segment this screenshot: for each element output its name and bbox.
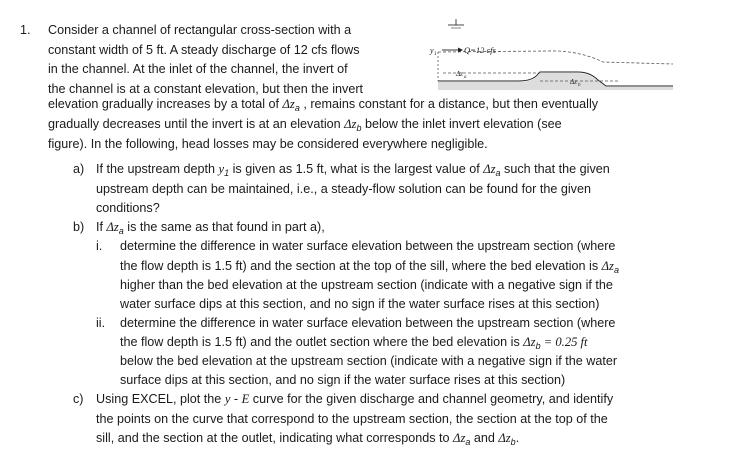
part-b-i-line-1: determine the difference in water surface elevation between the upstream section (where [120, 239, 616, 253]
sub-b: b [510, 437, 516, 447]
part-a-line-3: conditions? [96, 201, 160, 215]
part-c-text-2: curve for the given discharge and channel geometry, and identify [249, 392, 614, 406]
part-a-text-2: is given as 1.5 ft, what is the largest value of [229, 162, 484, 176]
part-a-text: If the upstream depth [96, 162, 219, 176]
dz-symbol: Δz [282, 97, 295, 111]
part-b-text: If [96, 220, 107, 234]
dzb-sub: b [578, 83, 581, 88]
y-symbol: y [218, 162, 225, 176]
dza-label: Δz [456, 70, 463, 78]
sub-1: 1 [224, 168, 230, 178]
intro-line-5 [48, 96, 598, 117]
part-b-label: b) [73, 220, 85, 234]
dza-sub: a [464, 75, 467, 80]
part-b-i-text: the flow depth is 1.5 ft) and the section at the top of the sill, where the bed elevation is [120, 259, 602, 273]
E-symbol: E [241, 392, 250, 406]
intro-line-4: the channel is at a constant elevation, but then the invert [48, 82, 364, 96]
intro-line-1: Consider a channel of rectangular cross-section with a [48, 23, 352, 37]
part-b-ii-line-1: determine the difference in water surface elevation between the upstream section (where [120, 316, 616, 330]
part-a-text-3: such that the given [500, 162, 610, 176]
dz-symbol: Δz [523, 335, 536, 349]
intro-line-6-rest: below the inlet invert elevation (see [361, 117, 562, 131]
q-label: Q=12 cfs [464, 45, 496, 55]
part-b-i-line-3: higher than the bed elevation at the upstream section (indicate with a negative sign if the [120, 278, 613, 292]
part-c-label: c) [73, 392, 84, 406]
sub-b: b [535, 341, 541, 351]
dzb-label: Δz [570, 78, 577, 86]
sub-a: a [613, 265, 619, 275]
part-b-ii-label: ii. [96, 316, 106, 330]
dzb-value: = 0.25 ft [540, 335, 588, 349]
part-b-text-2: is the same as that found in part a), [123, 220, 325, 234]
dz-symbol: Δz [498, 431, 511, 445]
part-b-i-line-4: water surface dips at this section, and no sign if the water surface rises at this section) [120, 297, 600, 311]
channel-figure [428, 14, 673, 92]
y-symbol: y [224, 392, 231, 406]
part-b-line-1 [96, 219, 325, 240]
dz-symbol: Δz [483, 162, 496, 176]
part-c-period: . [515, 431, 520, 445]
intro-line-5-rest: , remains constant for a distance, but then eventually [299, 97, 599, 111]
problem-number: 1. [20, 23, 31, 37]
y1-sub: 1 [434, 51, 437, 57]
intro-line-5-text: elevation gradually increases by a total of [48, 97, 283, 111]
intro-line-7: figure). In the following, head losses may be considered everywhere negligible. [48, 137, 488, 151]
part-a-line-1 [96, 161, 610, 182]
part-b-ii-line-2 [120, 334, 588, 355]
part-c-line-2: the points on the curve that correspond to the upstream section, the section at the top of the [96, 412, 608, 426]
water-surface-marker-icon [448, 19, 464, 28]
part-a-label: a) [73, 162, 85, 176]
sub-a: a [465, 437, 471, 447]
dz-symbol: Δz [453, 431, 466, 445]
intro-line-3: in the channel. At the inlet of the channel, the invert of [48, 62, 348, 76]
part-b-ii-line-4: surface dips at this section, and no sign if the water surface rises at this section) [120, 373, 566, 387]
y1-label: y [430, 46, 434, 55]
sub-b: b [356, 123, 362, 133]
part-c-line-1 [96, 391, 613, 408]
sub-a: a [118, 226, 124, 236]
part-c-dash: - [230, 392, 242, 406]
dz-symbol: Δz [344, 117, 357, 131]
sub-a: a [495, 168, 501, 178]
intro-line-6 [48, 116, 562, 137]
part-b-i-line-2 [120, 258, 619, 279]
part-c-and: and [470, 431, 499, 445]
part-c-line-3 [96, 430, 519, 451]
part-b-ii-text: the flow depth is 1.5 ft) and the outlet section where the bed elevation is [120, 335, 524, 349]
intro-line-6-text: gradually decreases until the invert is at an elevation [48, 117, 345, 131]
part-b-ii-line-3: below the bed elevation at the upstream section (indicate with a negative sign if the water [120, 354, 618, 368]
part-c-text: Using EXCEL, plot the [96, 392, 225, 406]
intro-line-2: constant width of 5 ft. A steady discharge of 12 cfs flows [48, 43, 360, 57]
part-c-text-3: sill, and the section at the outlet, indicating what corresponds to [96, 431, 454, 445]
dz-symbol: Δz [601, 259, 614, 273]
part-b-i-label: i. [96, 239, 103, 253]
sub-a: a [294, 103, 300, 113]
dz-symbol: Δz [106, 220, 119, 234]
part-a-line-2: upstream depth can be maintained, i.e., a steady-flow solution can be found for the given [96, 182, 591, 196]
